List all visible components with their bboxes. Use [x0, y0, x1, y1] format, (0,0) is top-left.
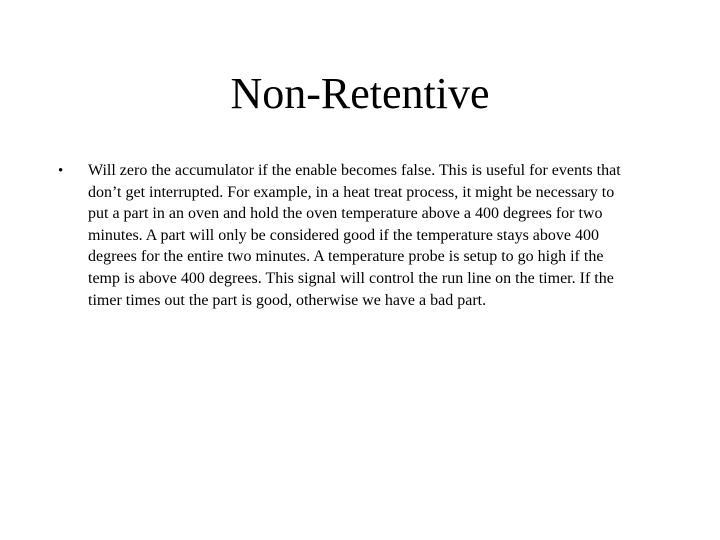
slide-title: Non-Retentive [230, 69, 490, 118]
bullet-text: Will zero the accumulator if the enable becomes false. This is useful for events that don’t get interrupted. For example, in a heat treat process, it might be necessary to put a part in an oven and hold the oven temperature above a 400 degrees for two minutes. A part will only be considered good if the temperature stays above 400 degrees for the entire two minutes. A temperature probe is setup to go high if the temp is above 400 degrees. This signal will control the run line on the timer. If the timer times out the part is good, otherwise we have a bad part. [88, 162, 621, 309]
bullet-list [0, 160, 720, 311]
bullet-item [0, 160, 720, 311]
bullet-marker: • [58, 163, 64, 179]
